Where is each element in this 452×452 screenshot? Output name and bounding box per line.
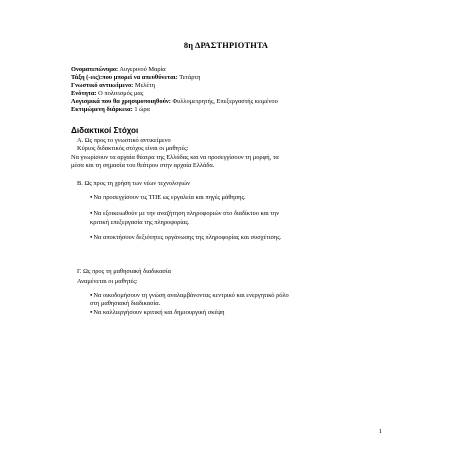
section-c-heading: Γ. Ως προς τη μαθησιακή διαδικασία [77, 268, 171, 275]
section-c-item: ● Να καλλιεργήσουν κριτική και δημιουργική σκέψη [90, 309, 225, 316]
meta-line-duration [71, 106, 278, 114]
section-b-item: ● Να προσεγγίσουν τις ΤΠΕ ως εργαλεία και πηγές μάθησης. [90, 194, 246, 201]
section-a-text-line: μέσα και τη σημασία του θεάτρου στην αρχαία Ελλάδα. [71, 162, 215, 169]
section-a-text-line: Να γνωρίσουν τα αρχαία θέατρα της Ελλάδας και να προσεγγίσουν τη μορφή, τα [71, 154, 279, 161]
meta-label: Ονοματεπώνυμο: [71, 66, 119, 73]
section-c-intro: Αναμένεται οι μαθητές: [77, 278, 138, 285]
meta-value: 1 ώρα [132, 106, 150, 114]
meta-value: Τετάρτη [177, 74, 201, 82]
section-b-heading: Β. Ως προς τη χρήση των νέων τεχνολογιών [77, 180, 190, 187]
meta-value: Μελέτη [133, 82, 155, 90]
section-heading-objectives: Διδακτικοί Στόχοι [71, 126, 139, 135]
meta-line-author [71, 66, 278, 74]
meta-value: Αυγερινού Μαρία [118, 66, 166, 73]
meta-label: Τάξη (-εις):που μπορεί να απευθύνεται: [71, 74, 178, 82]
meta-value: Φυλλομετρητής, Επεξεργαστής κειμένου [170, 98, 278, 106]
meta-label: Γνωστικό αντικείμενο: [71, 82, 134, 90]
section-a-intro: Κύριος διδακτικός στόχος είναι οι μαθητές: [77, 145, 189, 152]
section-b-item: ● Να αποκτήσουν δεξιότητες οργάνωσης της πληροφορίας και συσχέτισης. [90, 234, 281, 241]
section-a-heading: Α. Ως προς το γνωστικό αντικείμενο [77, 137, 171, 144]
section-c-item: ● Να οικοδομήσουν τη γνώση αναλαμβάνοντας κεντρικό και ενεργητικό ρόλο [90, 292, 289, 299]
section-b-item: ● Να εξοικειωθούν με την αναζήτηση πληροφοριών στο διαδίκτυο και την [90, 210, 279, 217]
meta-label: Ενότητα: [71, 90, 97, 98]
meta-value: Ο πολιτισμός μας [96, 90, 144, 98]
activity-metadata [71, 66, 278, 115]
document-title: 8η ΔΡΑΣΤΗΡΙΟΤΗΤΑ [183, 41, 269, 50]
meta-label: Λογισμικά που θα χρησιμοποιηθούν: [71, 98, 171, 106]
meta-label: Εκτιμώμενη διάρκεια: [71, 106, 133, 114]
page-number: 1 [378, 428, 382, 435]
meta-line-grade [71, 74, 278, 82]
section-b-item-continuation: κριτική επεξεργασία της πληροφορίας. [90, 219, 190, 226]
section-c-item-continuation: στη μαθησιακή διαδικασία. [90, 300, 161, 307]
